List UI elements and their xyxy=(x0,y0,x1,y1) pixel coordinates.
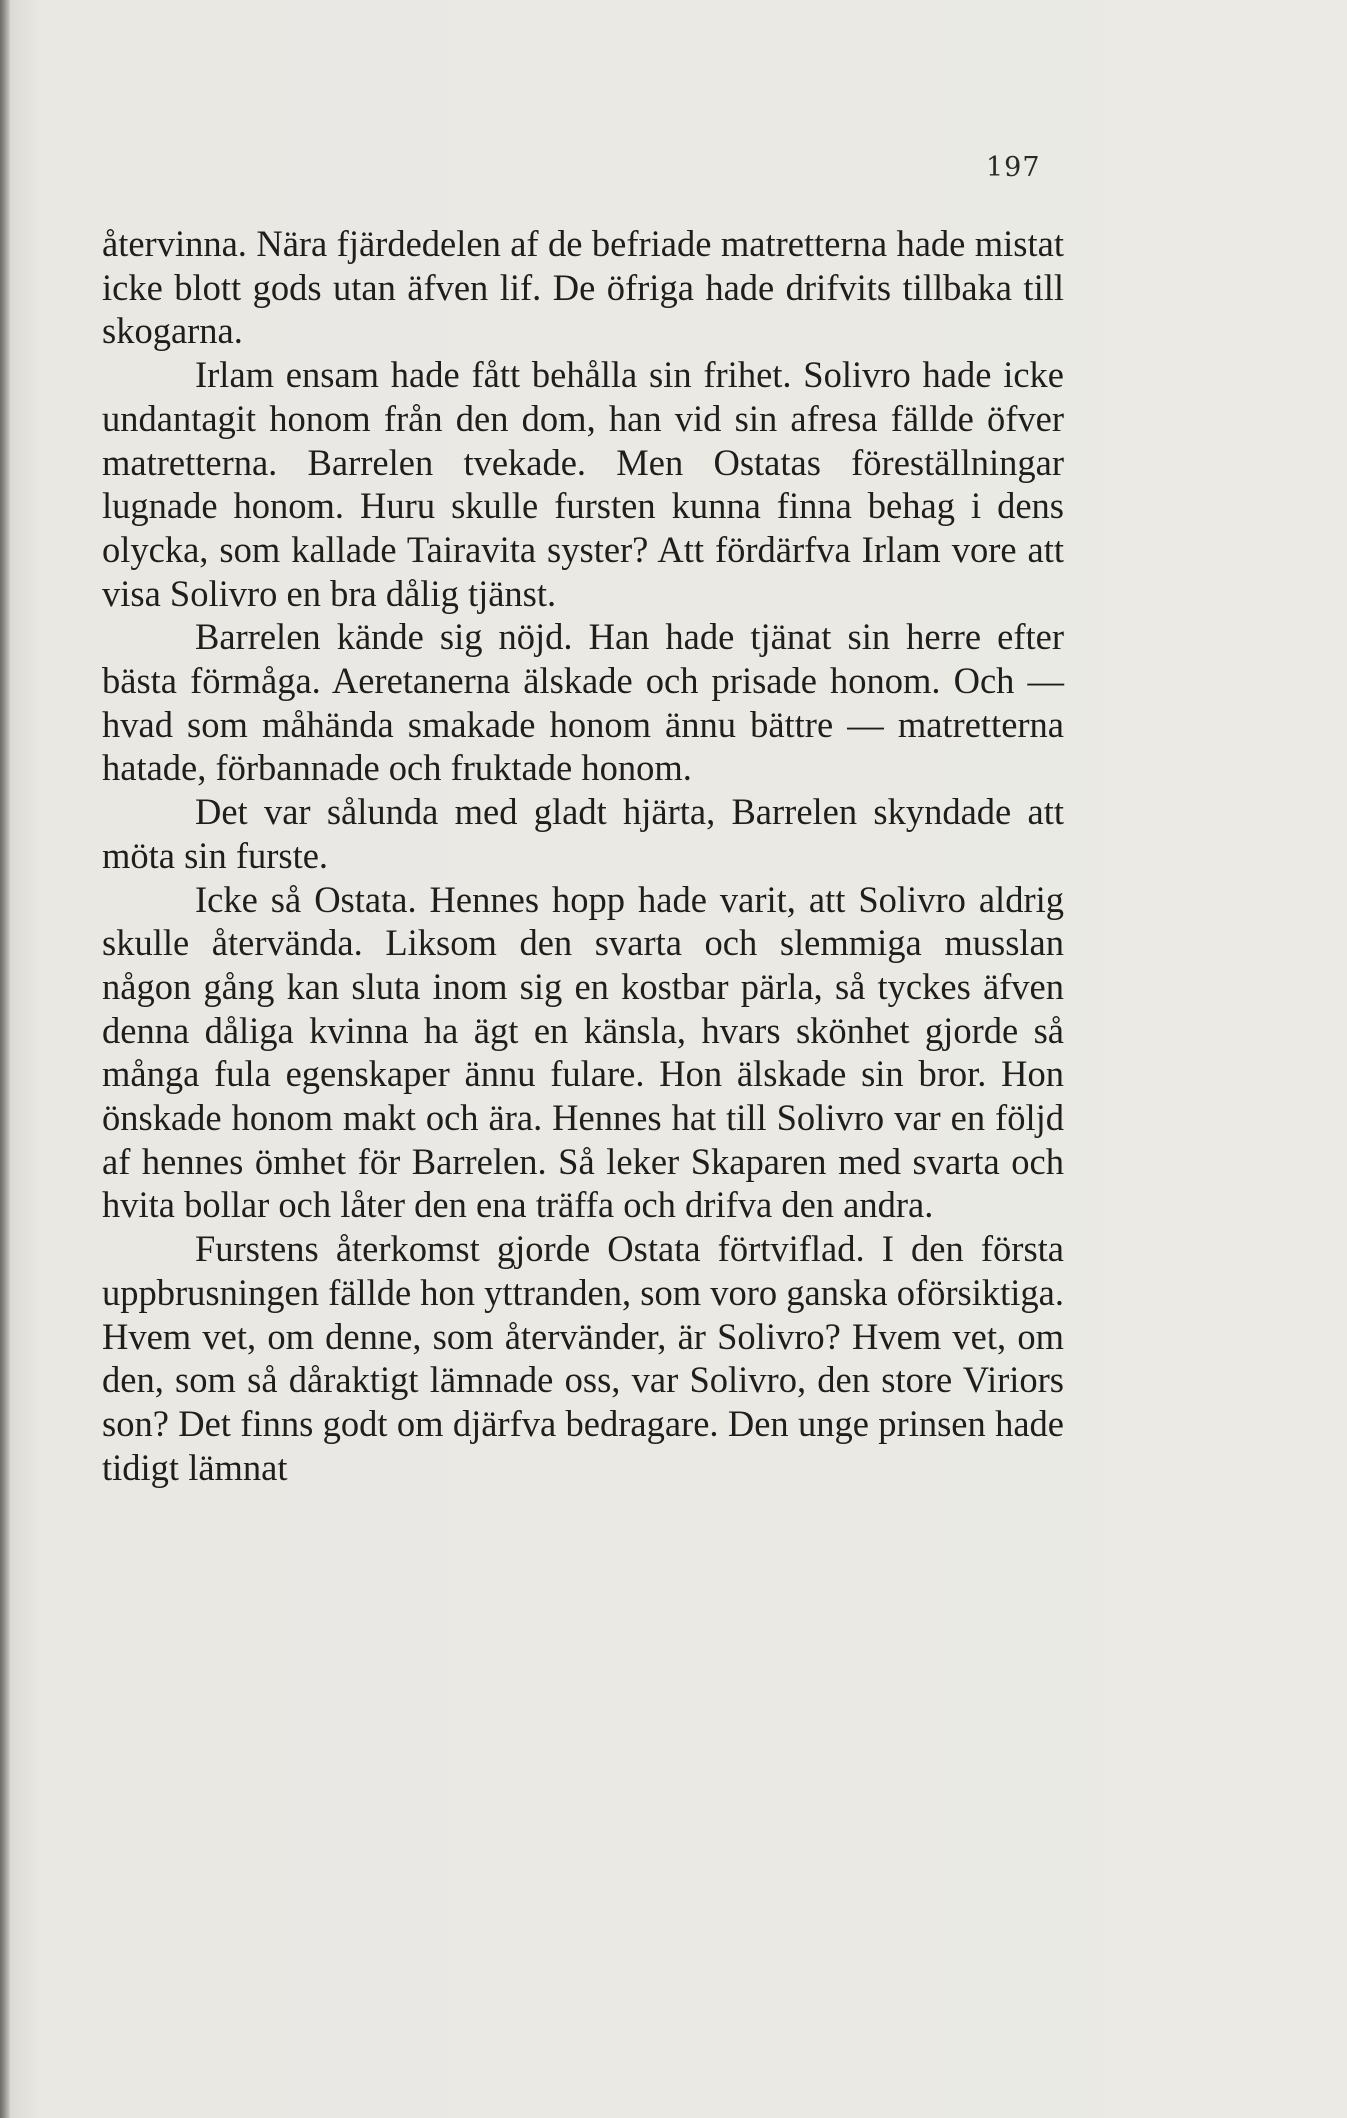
paragraph-4: Det var sålunda med gladt hjärta, Barrelen skyndade att möta sin furste. xyxy=(102,791,1064,876)
paragraph-1: återvinna. Nära fjärdedelen af de befriade matretterna hade mistat icke blott gods utan äfven lif. De öfriga hade drifvits tillbaka till skogarna. xyxy=(102,223,1064,352)
book-spine-shadow xyxy=(0,0,10,2118)
book-page xyxy=(10,0,1347,2118)
body-text xyxy=(102,222,1064,1489)
page-number: 197 xyxy=(986,152,1041,183)
paragraph-5: Icke så Ostata. Hennes hopp hade varit, att Solivro aldrig skulle återvända. Liksom den svarta och slemmiga musslan någon gång kan sluta inom sig en kostbar pärla, så tyckes äfven denna dåliga kvinna ha ägt en känsla, hvars skönhet gjorde så många fula egenskaper ännu fulare. Hon älskade sin bror. Hon önskade honom makt och ära. Hennes hat till Solivro var en följd af hennes ömhet för Barrelen. Så leker Skaparen med svarta och hvita bollar och låter den ena träffa och drifva den andra. xyxy=(102,878,1064,1226)
paragraph-2: Irlam ensam hade fått behålla sin frihet. Solivro hade icke undantagit honom från den dom, han vid sin afresa fällde öfver matretterna. Barrelen tvekade. Men Ostatas föreställningar lugnade honom. Huru skulle fursten kunna finna behag i dens olycka, som kallade Tairavita syster? Att fördärfva Irlam vore att visa Solivro en bra dålig tjänst. xyxy=(102,354,1064,614)
paragraph-3: Barrelen kände sig nöjd. Han hade tjänat sin herre efter bästa förmåga. Aeretanerna älskade och prisade honom. Och — hvad som måhända smakade honom ännu bättre — matretterna hatade, förbannade och fruktade honom. xyxy=(102,616,1064,789)
paragraph-6: Furstens återkomst gjorde Ostata förtviflad. I den första uppbrusningen fällde hon yttranden, som voro ganska oförsiktiga. Hvem vet, om denne, som återvänder, är Solivro? Hvem vet, om den, som så dåraktigt lämnade oss, var Solivro, den store Viriors son? Det finns godt om djärfva bedragare. Den unge prinsen hade tidigt lämnat xyxy=(102,1228,1064,1488)
